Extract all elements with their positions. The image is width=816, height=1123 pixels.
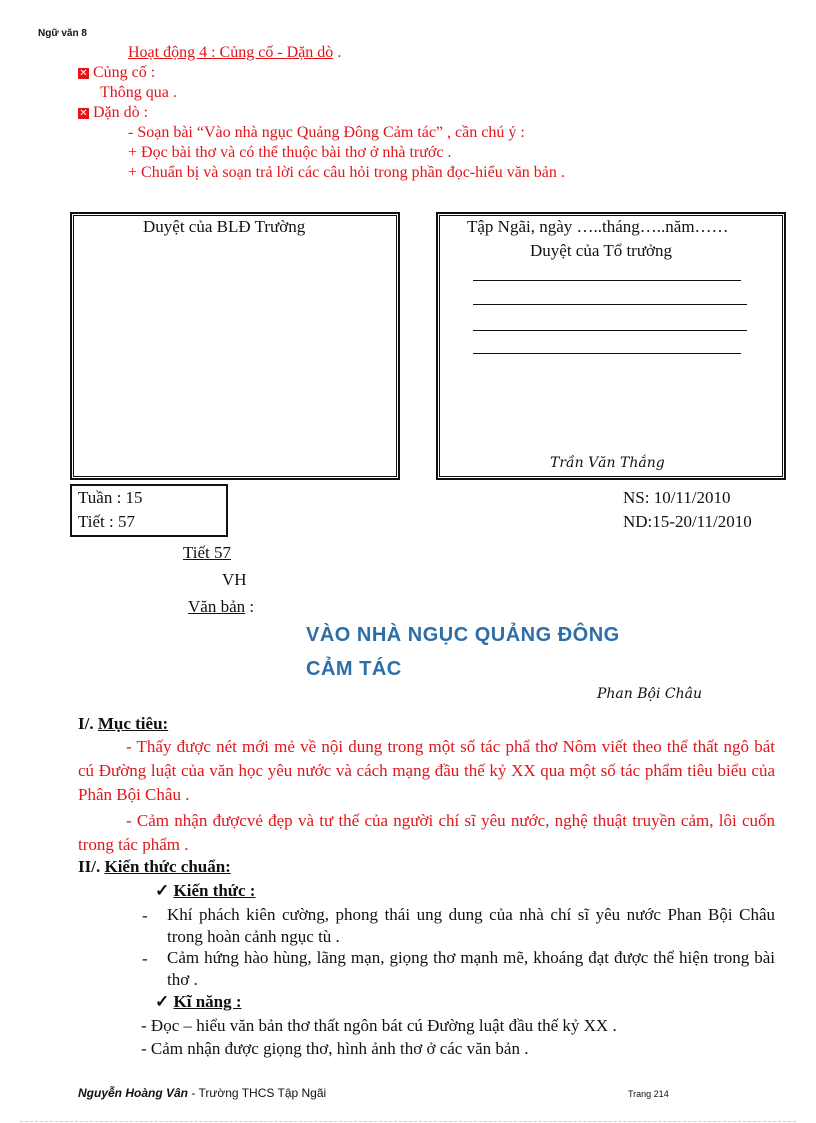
approval-right-date: Tập Ngãi, ngày …..tháng…..năm…… xyxy=(467,217,729,236)
skills-label: Kĩ năng : xyxy=(173,992,242,1011)
checkmark-icon: ✓ xyxy=(155,992,170,1011)
dando-item: + Đọc bài thơ và có thể thuộc bài thơ ở nhà trước . xyxy=(128,144,452,161)
cungco-text: Thông qua . xyxy=(100,84,177,101)
activity-title-dot: . xyxy=(333,44,342,61)
dando-item: + Chuẩn bị và soạn trả lời các câu hỏi trong phần đọc-hiểu văn bản . xyxy=(128,164,565,181)
footer-page: Trang 214 xyxy=(628,1089,669,1099)
section1-heading xyxy=(78,714,168,734)
knowledge-dash: - xyxy=(142,906,148,925)
vanban-colon: : xyxy=(245,597,255,616)
checkbox-x-icon: ✕ xyxy=(79,108,88,119)
vh-label: VH xyxy=(222,570,247,589)
poem-title-line2: CẢM TÁC xyxy=(306,658,402,680)
dando-heading xyxy=(78,104,148,122)
knowledge-item: Khí phách kiên cường, phong thái ung dung của nhà chí sĩ yêu nước Phan Bội Châu trong hoàn cảnh ngục tù . xyxy=(167,905,775,946)
activity-title-text: Hoạt động 4 : Củng cố - Dặn dò xyxy=(128,44,334,61)
lesson-nd-date: ND:15-20/11/2010 xyxy=(623,512,752,531)
footer-credit xyxy=(78,1086,326,1100)
approval-right-title: Duyệt của Tổ trưởng xyxy=(530,241,673,260)
approval-box-left xyxy=(70,212,400,480)
vanban-label xyxy=(188,597,254,617)
signature-line xyxy=(473,353,741,354)
signature-line xyxy=(473,304,747,305)
section1-title: Mục tiêu: xyxy=(97,714,169,733)
vanban-text: Văn bản xyxy=(188,597,246,616)
footer-school: - Trường THCS Tập Ngãi xyxy=(188,1086,327,1100)
footer-divider xyxy=(20,1121,796,1122)
section2-title: Kiến thức chuẩn: xyxy=(104,857,231,876)
section1-num: I/. xyxy=(78,714,94,733)
checkmark-icon: ✓ xyxy=(155,881,170,900)
tiet-label: Tiết 57 xyxy=(183,543,232,562)
signature-line xyxy=(473,330,747,331)
lesson-week: Tuần : 15 xyxy=(78,488,143,507)
section1-para2: - Cảm nhận đượcvẻ đẹp và tư thế của người chí sĩ yêu nước, nghệ thuật truyền cảm, lôi cuốn trong tác phẩm . xyxy=(78,811,775,854)
knowledge-label: Kiến thức : xyxy=(173,881,256,900)
knowledge-heading xyxy=(155,881,255,901)
lesson-period: Tiết : 57 xyxy=(78,512,136,531)
poem-title-line1: VÀO NHÀ NGỤC QUẢNG ĐÔNG xyxy=(306,624,620,646)
lesson-ns-date: NS: 10/11/2010 xyxy=(623,488,731,507)
dando-item: - Soạn bài “Vào nhà ngục Quảng Đông Cảm tác” , cần chú ý : xyxy=(128,124,525,141)
section1-para1: - Thấy được nét mới mẻ về nội dung trong một số tác phẩ thơ Nôm viết theo thể thất ngô bát cú Đường luật của văn học yêu nước và cách mạng đầu thế kỷ XX qua một số tác phẩm tiêu biểu của Phân Bội Châu . xyxy=(78,737,775,804)
skills-heading xyxy=(155,992,242,1012)
poem-author: Phan Bội Châu xyxy=(597,686,702,702)
cungco-heading xyxy=(78,64,155,82)
skills-item: - Đọc – hiểu văn bản thơ thất ngôn bát cú Đường luật đầu thế kỷ XX . xyxy=(141,1016,617,1035)
checkbox-x-icon: ✕ xyxy=(79,68,88,79)
footer-author: Nguyễn Hoàng Vân xyxy=(78,1086,189,1100)
cungco-label: Củng cố : xyxy=(93,64,156,81)
knowledge-item: Cảm hứng hào hùng, lãng mạn, giọng thơ mạnh mẽ, khoáng đạt được thể hiện trong bài thơ . xyxy=(167,948,775,989)
activity-title xyxy=(128,44,341,62)
section2-heading xyxy=(78,857,231,877)
skills-item: - Cảm nhận được giọng thơ, hình ảnh thơ ở các văn bản . xyxy=(141,1039,529,1058)
section2-num: II/. xyxy=(78,857,101,876)
dando-label: Dặn dò : xyxy=(93,104,149,121)
header-subject: Ngữ văn 8 xyxy=(38,28,87,39)
approval-left-title: Duyệt của BLĐ Trường xyxy=(143,217,306,236)
signature-line xyxy=(473,280,741,281)
knowledge-dash: - xyxy=(142,949,148,968)
approval-signature: Trần Văn Thắng xyxy=(550,455,665,471)
